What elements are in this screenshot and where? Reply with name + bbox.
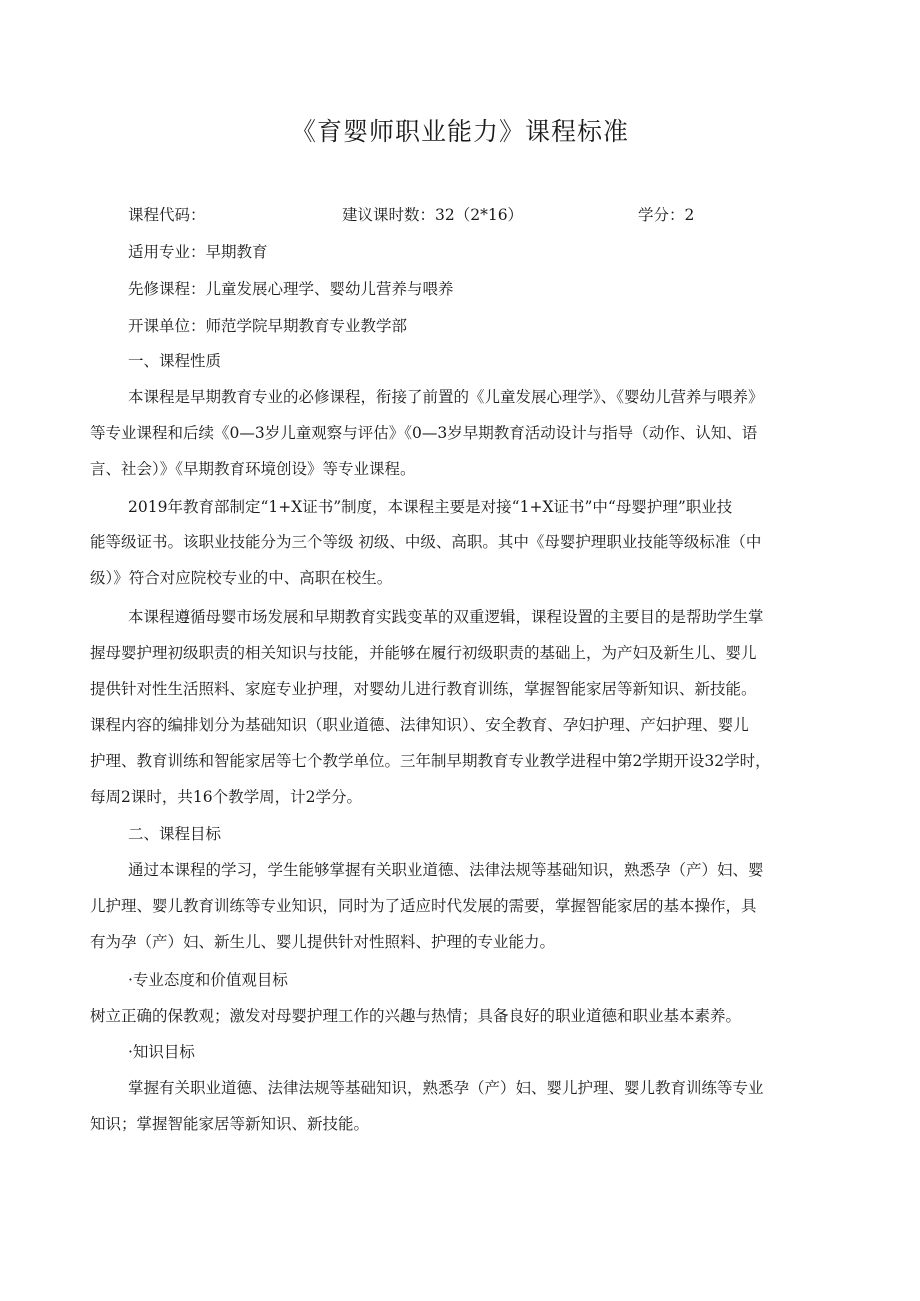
paragraph-line: 有为孕（产）妇、新生儿、婴儿提供针对性照料、护理的专业能力。: [90, 933, 556, 951]
paragraph-line: 护理、教育训练和智能家居等七个教学单位。三年制早期教育专业教学进程中第2学期开设32学时，: [90, 752, 771, 770]
prerequisite-courses: 先修课程：儿童发展心理学、婴幼儿营养与喂养: [128, 280, 454, 298]
paragraph-line: 树立正确的保教观；激发对母婴护理工作的兴趣与热情；具备良好的职业道德和职业基本素养。: [90, 1007, 742, 1025]
paragraph-line: 言、社会）》《早期教育环境创设》等专业课程。: [90, 460, 416, 478]
section-heading-nature: 一、课程性质: [128, 352, 222, 370]
paragraph-line: 提供针对性生活照料、家庭专业护理，对婴幼儿进行教育训练，掌握智能家居等新知识、新技能。: [90, 680, 757, 698]
bullet-knowledge-goal: ·知识目标: [128, 1043, 195, 1061]
paragraph-line: 2019年教育部制定“1+X证书”制度，本课程主要是对接“1+X证书”中“母婴护理”职业技: [128, 498, 733, 516]
paragraph-line: 等专业课程和后续《0—3岁儿童观察与评估》《0—3岁早期教育活动设计与指导（动作、认知、语: [90, 424, 758, 442]
paragraph-line: 能等级证书。该职业技能分为三个等级 初级、中级、高职。其中《母婴护理职业技能等级标准（中: [90, 533, 762, 551]
paragraph-line: 级）》符合对应院校专业的中、高职在校生。: [90, 569, 393, 587]
credits: 学分：2: [638, 206, 695, 224]
offering-unit: 开课单位：师范学院早期教育专业教学部: [128, 317, 408, 335]
course-code: 课程代码：: [128, 206, 206, 224]
paragraph-line: 本课程遵循母婴市场发展和早期教育实践变革的双重逻辑，课程设置的主要目的是帮助学生掌: [128, 608, 764, 626]
paragraph-line: 每周2课时，共16个教学周，计2学分。: [90, 788, 362, 806]
paragraph-line: 掌握有关职业道德、法律法规等基础知识，熟悉孕（产）妇、婴儿护理、婴儿教育训练等专业: [128, 1079, 764, 1097]
paragraph-line: 通过本课程的学习，学生能够掌握有关职业道德、法律法规等基础知识，熟悉孕（产）妇、婴: [128, 861, 764, 879]
section-heading-objectives: 二、课程目标: [128, 825, 222, 843]
suggested-hours: 建议课时数：32（2*16）: [342, 206, 524, 224]
paragraph-line: 课程内容的编排划分为基础知识（职业道德、法律知识）、安全教育、孕妇护理、产妇护理、婴儿: [90, 716, 749, 734]
paragraph-line: 儿护理、婴儿教育训练等专业知识，同时为了适应时代发展的需要，掌握智能家居的基本操作，具: [90, 897, 757, 915]
paragraph-line: 握母婴护理初级职责的相关知识与技能，并能够在履行初级职责的基础上，为产妇及新生儿、婴儿: [90, 644, 757, 662]
course-meta-row: [128, 203, 828, 227]
applicable-major: 适用专业：早期教育: [128, 243, 268, 261]
page-title: 《育婴师职业能力》课程标准: [290, 117, 629, 146]
paragraph-line: 知识；掌握智能家居等新知识、新技能。: [90, 1115, 370, 1133]
paragraph-line: 本课程是早期教育专业的必修课程，衔接了前置的《儿童发展心理学》、《婴幼儿营养与喂养》: [128, 388, 764, 406]
bullet-attitude-goal: ·专业态度和价值观目标: [128, 971, 288, 989]
